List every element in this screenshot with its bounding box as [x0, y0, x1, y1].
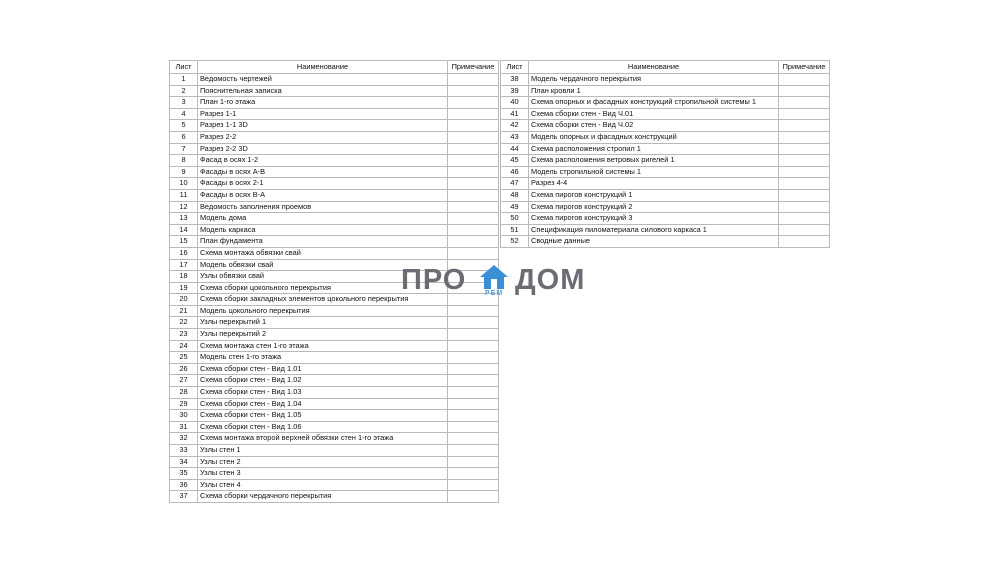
sheet-number: 40 [501, 97, 529, 109]
sheet-name: Разрез 2-2 3D [198, 143, 448, 155]
sheet-name: Разрез 1-1 3D [198, 120, 448, 132]
table-row [501, 224, 830, 236]
table-row [501, 74, 830, 86]
sheet-number: 33 [170, 445, 198, 457]
sheet-name: План 1-го этажа [198, 97, 448, 109]
sheet-name: Узлы перекрытий 1 [198, 317, 448, 329]
sheet-number: 11 [170, 189, 198, 201]
sheet-note [448, 189, 499, 201]
table-row [170, 456, 499, 468]
sheet-name: Ведомость чертежей [198, 74, 448, 86]
sheet-name: План кровли 1 [529, 85, 779, 97]
table-row [501, 213, 830, 225]
sheet-number: 20 [170, 294, 198, 306]
sheet-name: Фасады в осях 2-1 [198, 178, 448, 190]
sheet-number: 44 [501, 143, 529, 155]
table-row [170, 236, 499, 248]
sheet-note [779, 74, 830, 86]
sheet-name: Схема сборки стен - Вид Ч.02 [529, 120, 779, 132]
sheet-name: Схема сборки стен - Вид 1.05 [198, 410, 448, 422]
sheet-note [448, 410, 499, 422]
sheet-number: 29 [170, 398, 198, 410]
sheet-name: Сводные данные [529, 236, 779, 248]
header-note: Примечание [448, 61, 499, 74]
sheet-number: 39 [501, 85, 529, 97]
table-row [501, 236, 830, 248]
logo-text-right: ДОМ [515, 264, 586, 296]
sheet-note [448, 74, 499, 86]
table-row [501, 155, 830, 167]
sheet-note [448, 213, 499, 225]
sheet-note [448, 456, 499, 468]
sheet-name: Узлы перекрытий 2 [198, 329, 448, 341]
sheet-number: 3 [170, 97, 198, 109]
table-row [170, 421, 499, 433]
sheet-number: 45 [501, 155, 529, 167]
sheet-name: Схема пирогов конструкций 3 [529, 213, 779, 225]
sheet-note [448, 143, 499, 155]
table-row [170, 352, 499, 364]
sheet-number: 23 [170, 329, 198, 341]
sheet-note [448, 305, 499, 317]
sheet-note [448, 247, 499, 259]
sheet-note [448, 317, 499, 329]
sheet-note [779, 236, 830, 248]
sheet-name: Фасады в осях А-В [198, 166, 448, 178]
sheet-number: 24 [170, 340, 198, 352]
sheet-note [779, 97, 830, 109]
sheet-number: 1 [170, 74, 198, 86]
sheet-name: Схема монтажа обвязки свай [198, 247, 448, 259]
sheet-name: Схема монтажа стен 1-го этажа [198, 340, 448, 352]
sheet-name: Разрез 2-2 [198, 131, 448, 143]
header-sheet: Лист [501, 61, 529, 74]
table-row [170, 398, 499, 410]
table-row [170, 445, 499, 457]
house-icon [479, 264, 509, 290]
sheet-note [448, 85, 499, 97]
header-note: Примечание [779, 61, 830, 74]
table-row [170, 340, 499, 352]
table-row [170, 305, 499, 317]
sheet-name: Модель опорных и фасадных конструкций [529, 131, 779, 143]
table-row [170, 387, 499, 399]
sheet-note [779, 213, 830, 225]
sheet-note [779, 166, 830, 178]
sheet-name: План фундамента [198, 236, 448, 248]
sheet-number: 43 [501, 131, 529, 143]
sheet-number: 8 [170, 155, 198, 167]
sheet-note [448, 131, 499, 143]
sheet-name: Схема сборки стен - Вид 1.04 [198, 398, 448, 410]
header-sheet: Лист [170, 61, 198, 74]
sheet-note [448, 387, 499, 399]
header-row [170, 61, 499, 74]
sheet-name: Схема сборки стен - Вид 1.01 [198, 363, 448, 375]
sheet-number: 10 [170, 178, 198, 190]
sheet-number: 35 [170, 468, 198, 480]
sheet-number: 32 [170, 433, 198, 445]
sheet-name: Узлы стен 2 [198, 456, 448, 468]
sheet-note [779, 108, 830, 120]
sheet-name: Схема опорных и фасадных конструкций стропильной системы 1 [529, 97, 779, 109]
sheet-number: 5 [170, 120, 198, 132]
table-row [170, 189, 499, 201]
sheet-number: 6 [170, 131, 198, 143]
sheet-note [448, 108, 499, 120]
sheet-number: 22 [170, 317, 198, 329]
sheet-note [779, 155, 830, 167]
sheet-note [448, 329, 499, 341]
sheet-number: 19 [170, 282, 198, 294]
table-row [170, 201, 499, 213]
table-row [170, 317, 499, 329]
table-row [501, 201, 830, 213]
table-row [170, 213, 499, 225]
table-row [501, 85, 830, 97]
sheet-note [448, 97, 499, 109]
table-row [170, 155, 499, 167]
sheet-note [448, 201, 499, 213]
header-name: Наименование [529, 61, 779, 74]
sheet-note [448, 166, 499, 178]
sheet-note [448, 479, 499, 491]
table-row [501, 97, 830, 109]
sheet-name: Схема расположения ветровых ригелей 1 [529, 155, 779, 167]
sheet-number: 31 [170, 421, 198, 433]
table-row [170, 120, 499, 132]
sheet-number: 41 [501, 108, 529, 120]
sheet-name: Схема сборки стен - Вид 1.06 [198, 421, 448, 433]
sheet-number: 17 [170, 259, 198, 271]
sheet-number: 36 [170, 479, 198, 491]
sheet-name: Разрез 1-1 [198, 108, 448, 120]
sheet-name: Схема расположения стропил 1 [529, 143, 779, 155]
sheet-number: 52 [501, 236, 529, 248]
sheet-note [448, 352, 499, 364]
sheet-number: 51 [501, 224, 529, 236]
table-row [170, 143, 499, 155]
sheet-name: Узлы стен 3 [198, 468, 448, 480]
sheet-note [448, 398, 499, 410]
table-row [170, 97, 499, 109]
header-row [501, 61, 830, 74]
sheet-number: 15 [170, 236, 198, 248]
sheet-number: 30 [170, 410, 198, 422]
sheet-note [448, 340, 499, 352]
sheet-note [779, 201, 830, 213]
sheet-note [448, 421, 499, 433]
sheet-number: 16 [170, 247, 198, 259]
sheet-note [448, 445, 499, 457]
sheet-number: 42 [501, 120, 529, 132]
sheet-note [779, 189, 830, 201]
logo-subtext: РЕМ [485, 290, 504, 297]
sheet-name: Модель стропильной системы 1 [529, 166, 779, 178]
sheet-number: 21 [170, 305, 198, 317]
sheet-name: Ведомость заполнения проемов [198, 201, 448, 213]
sheet-name: Схема сборки стен - Вид 1.02 [198, 375, 448, 387]
sheet-name: Схема сборки цокольного перекрытия [198, 282, 448, 294]
sheet-name: Пояснительная записка [198, 85, 448, 97]
sheet-name: Фасад в осях 1-2 [198, 155, 448, 167]
sheet-name: Узлы стен 4 [198, 479, 448, 491]
sheet-note [779, 143, 830, 155]
sheet-name: Модель обвязки свай [198, 259, 448, 271]
sheet-number: 47 [501, 178, 529, 190]
sheet-note [448, 468, 499, 480]
sheet-name: Модель каркаса [198, 224, 448, 236]
sheet-name: Схема сборки чердачного перекрытия [198, 491, 448, 503]
table-row [501, 108, 830, 120]
header-name: Наименование [198, 61, 448, 74]
sheet-number: 25 [170, 352, 198, 364]
sheet-number: 38 [501, 74, 529, 86]
table-row [170, 85, 499, 97]
sheet-note [448, 178, 499, 190]
table-row [501, 166, 830, 178]
sheet-note [779, 85, 830, 97]
sheet-name: Модель чердачного перекрытия [529, 74, 779, 86]
sheet-note [448, 120, 499, 132]
sheet-note [779, 131, 830, 143]
sheet-name: Узлы стен 1 [198, 445, 448, 457]
sheet-name: Модель цокольного перекрытия [198, 305, 448, 317]
table-row [170, 108, 499, 120]
sheet-note [448, 236, 499, 248]
sheet-note [448, 491, 499, 503]
table-row [501, 120, 830, 132]
table-row [170, 178, 499, 190]
table-row [170, 491, 499, 503]
table-row [170, 479, 499, 491]
table-row [170, 433, 499, 445]
logo-text-left: ПРО [401, 264, 467, 296]
sheet-number: 28 [170, 387, 198, 399]
table-row [170, 224, 499, 236]
sheet-number: 26 [170, 363, 198, 375]
sheet-number: 37 [170, 491, 198, 503]
sheet-note [448, 155, 499, 167]
table-row [170, 363, 499, 375]
sheet-number: 46 [501, 166, 529, 178]
sheet-number: 34 [170, 456, 198, 468]
sheet-name: Схема сборки стен - Вид Ч.01 [529, 108, 779, 120]
table-row [170, 74, 499, 86]
pro-dom-logo [399, 262, 599, 307]
sheet-name: Схема сборки закладных элементов цокольного перекрытия [198, 294, 448, 306]
sheet-name: Модель стен 1-го этажа [198, 352, 448, 364]
sheet-name: Схема сборки стен - Вид 1.03 [198, 387, 448, 399]
sheet-note [779, 178, 830, 190]
table-row [170, 410, 499, 422]
sheet-note [448, 363, 499, 375]
sheet-note [448, 433, 499, 445]
table-row [170, 375, 499, 387]
sheet-number: 7 [170, 143, 198, 155]
sheet-name: Схема монтажа второй верхней обвязки стен 1-го этажа [198, 433, 448, 445]
table-row [501, 189, 830, 201]
table-row [170, 131, 499, 143]
sheet-name: Фасады в осях В-А [198, 189, 448, 201]
sheet-name: Разрез 4-4 [529, 178, 779, 190]
sheet-note [779, 120, 830, 132]
sheet-name: Узлы обвязки свай [198, 271, 448, 283]
sheet-number: 18 [170, 271, 198, 283]
sheet-number: 4 [170, 108, 198, 120]
table-row [170, 166, 499, 178]
sheet-number: 9 [170, 166, 198, 178]
sheet-number: 50 [501, 213, 529, 225]
sheet-name: Модель дома [198, 213, 448, 225]
sheet-note [448, 375, 499, 387]
table-row [170, 329, 499, 341]
sheet-note [448, 224, 499, 236]
sheet-number: 13 [170, 213, 198, 225]
sheet-name: Схема пирогов конструкций 1 [529, 189, 779, 201]
sheet-number: 2 [170, 85, 198, 97]
sheet-number: 27 [170, 375, 198, 387]
sheet-name: Схема пирогов конструкций 2 [529, 201, 779, 213]
sheet-number: 14 [170, 224, 198, 236]
table-row [501, 178, 830, 190]
sheet-number: 48 [501, 189, 529, 201]
table-row [501, 143, 830, 155]
table-row [170, 247, 499, 259]
sheet-index-table-right [500, 60, 830, 248]
sheet-name: Спецификация пиломатериала силового каркаса 1 [529, 224, 779, 236]
table-row [170, 468, 499, 480]
sheet-number: 49 [501, 201, 529, 213]
sheet-note [779, 224, 830, 236]
sheet-number: 12 [170, 201, 198, 213]
table-row [501, 131, 830, 143]
